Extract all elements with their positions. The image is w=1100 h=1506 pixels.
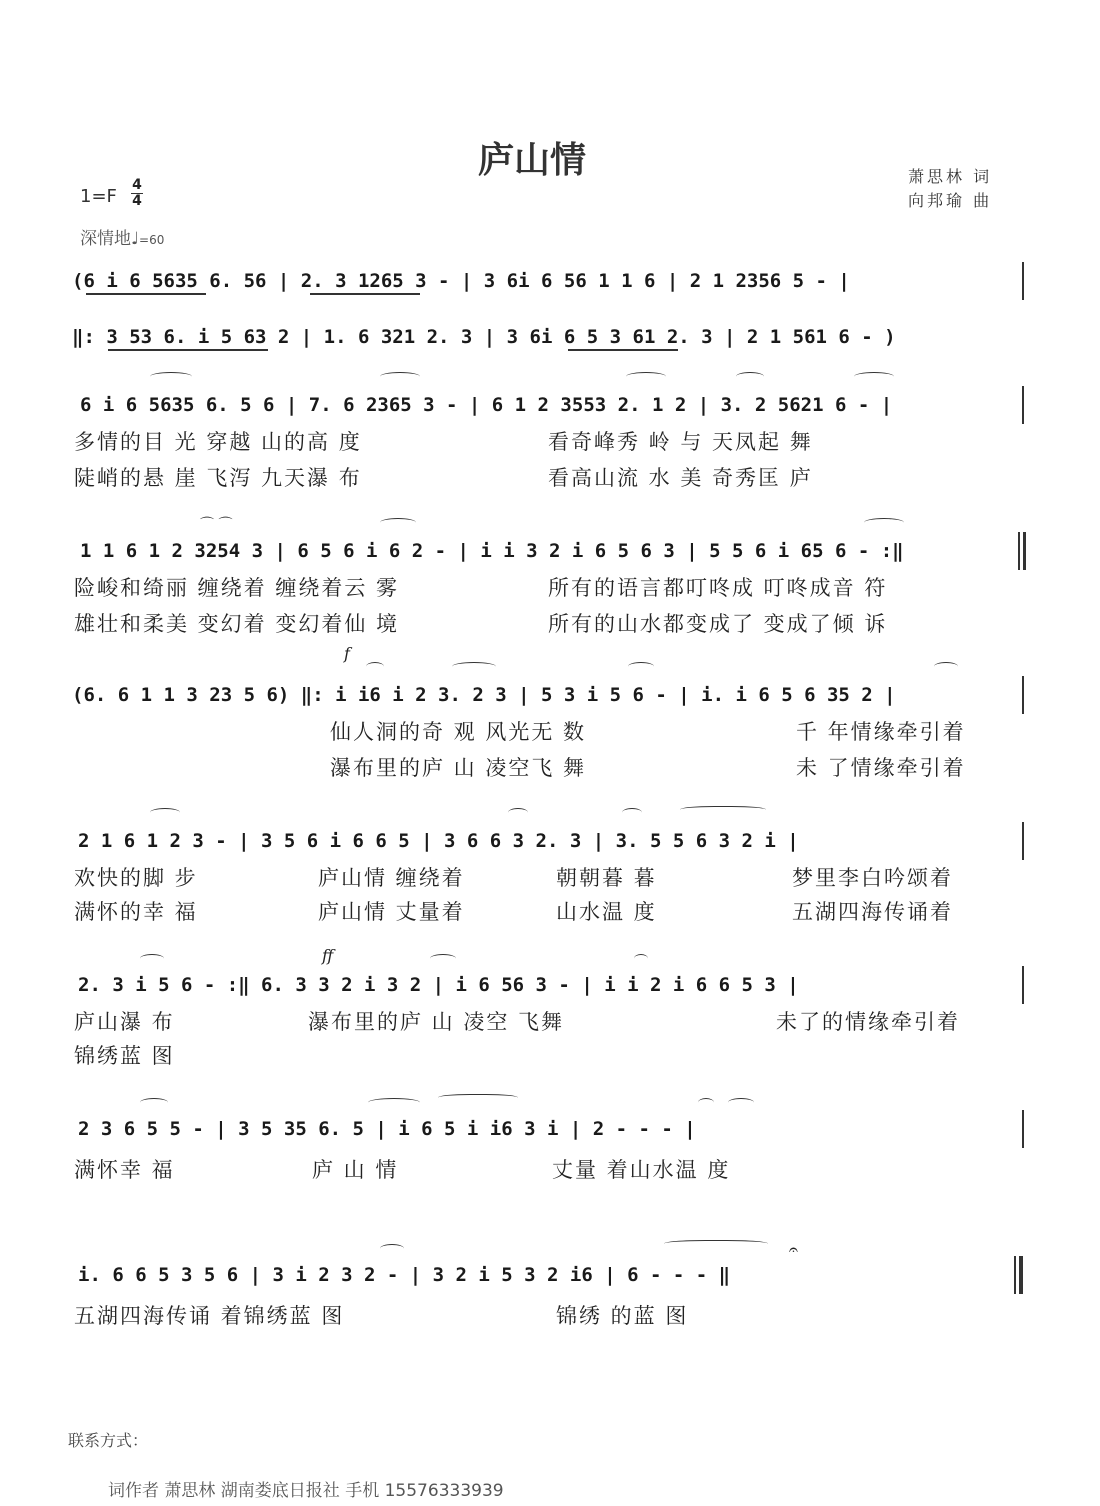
lyric-chorus-2a: 瀑布里的庐 山 凌空飞 舞: [330, 756, 587, 780]
slur: [854, 372, 894, 381]
time-signature-bottom: 4: [132, 193, 142, 209]
system-7-notes: 2. 3 i 5 6 - :‖ 6. 3 3 2 i 3 2 | i 6 56 3 - | i i 2 i 6 6 5 3 |: [78, 974, 799, 996]
lyric-verse-2a: 陡峭的悬 崖 飞泻 九天瀑 布: [74, 466, 362, 490]
contact-label: 联系方式：: [68, 1431, 149, 1450]
slur: [698, 1098, 714, 1107]
final-barline: [1014, 1256, 1016, 1294]
slur: [864, 518, 904, 527]
repeat-end-barline: [1018, 532, 1020, 570]
lyric-coda-1b: 瀑布里的庐 山 凌空 飞舞: [308, 1010, 565, 1034]
slur: [140, 1098, 168, 1107]
barline: [1022, 966, 1024, 1004]
slur: [140, 954, 164, 963]
system-2-notes: ‖: 3 53 6. i 5 63 2 | 1. 6 321 2. 3 | 3 6i 6 5 3 61 2. 3 | 2 1 561 6 - ): [72, 326, 896, 348]
system-1-notes: (6 i 6 5635 6. 56 | 2. 3 1265 3 - | 3 6i 6 56 1 1 6 | 2 1 2356 5 - |: [72, 270, 850, 292]
key-signature: 1=F: [80, 186, 117, 207]
slur: [438, 1094, 518, 1103]
slur: [934, 662, 958, 671]
system-5-notes: (6. 6 1 1 3 23 5 6) ‖: i i6 i 2 3. 2 3 | 5 3 i 5 6 - | i. i 6 5 6 35 2 |: [72, 684, 896, 706]
slur: [680, 806, 766, 815]
slur: [664, 1240, 768, 1249]
lyric-coda-3c: 丈量 着山水温 度: [552, 1158, 731, 1182]
lyric-coda-1c: 未了的情缘牵引着: [776, 1010, 960, 1034]
barline: [1022, 676, 1024, 714]
tempo-marking: [80, 224, 164, 249]
final-barline-thick: [1019, 1256, 1023, 1294]
lyric-verse-1b: 看奇峰秀 岭 与 天凤起 舞: [548, 430, 813, 454]
lyric-verse-2d: 所有的山水都变成了 变成了倾 诉: [548, 612, 888, 636]
lyric-verse-1c: 险峻和绮丽 缠绕着 缠绕着云 雾: [74, 576, 400, 600]
slur: [380, 1244, 404, 1253]
beam-line: [86, 293, 206, 295]
barline: [1022, 822, 1024, 860]
beam-line: [568, 349, 678, 351]
lyric-verse-1d: 所有的语言都叮咚成 叮咚成音 符: [548, 576, 888, 600]
slur: [736, 372, 764, 381]
fermata-marks: ⌒ ⌒: [200, 517, 233, 533]
lyric-coda-1a: 庐山瀑 布: [74, 1010, 175, 1034]
slur: [622, 808, 642, 817]
slur: [508, 808, 528, 817]
lyric-coda-4b: 锦绣 的蓝 图: [556, 1304, 689, 1328]
slur: [452, 662, 496, 671]
lyric-coda-3a: 满怀幸 福: [74, 1158, 175, 1182]
lyric-verse-1a: 多情的目 光 穿越 山的高 度: [74, 430, 362, 454]
composer-credit: 向邦瑜 曲: [908, 191, 993, 210]
dynamic-forte: f: [344, 644, 350, 663]
slur: [430, 954, 456, 963]
slur: [150, 372, 192, 381]
slur: [728, 1098, 754, 1107]
tempo-value: =60: [139, 233, 165, 247]
slur: [150, 808, 180, 817]
lyric-chorus-3a: 欢快的脚 步: [74, 866, 198, 890]
slur: [628, 662, 654, 671]
lyric-chorus-3b: 庐山情 缠绕着: [318, 866, 465, 890]
lyricist-credit: 萧思林 词: [908, 167, 993, 186]
lyric-coda-2a: 锦绣蓝 图: [74, 1044, 175, 1068]
lyric-chorus-1b: 千 年情缘牵引着: [796, 720, 966, 744]
fermata-icon: 𝄐: [789, 1240, 798, 1259]
slur: [634, 954, 648, 963]
barline: [1022, 262, 1024, 300]
time-signature-top: 4: [132, 177, 142, 193]
lyric-chorus-4d: 五湖四海传诵着: [792, 900, 953, 924]
lyric-coda-3b: 庐 山 情: [312, 1158, 399, 1182]
lyric-chorus-3d: 梦里李白吟颂着: [792, 866, 953, 890]
lyric-chorus-1a: 仙人洞的奇 观 风光无 数: [330, 720, 587, 744]
repeat-end-barline-thick: [1023, 532, 1026, 570]
system-3-notes: 6 i 6 5635 6. 5 6 | 7. 6 2365 3 - | 6 1 2 3553 2. 1 2 | 3. 2 5621 6 - |: [80, 394, 893, 416]
slur: [626, 372, 666, 381]
lyric-verse-2c: 雄壮和柔美 变幻着 变幻着仙 境: [74, 612, 400, 636]
system-9-notes: i. 6 6 5 3 5 6 | 3 i 2 3 2 - | 3 2 i 5 3 2 i6 | 6 - - - ‖: [78, 1264, 731, 1286]
time-signature: [130, 178, 144, 209]
tempo-expression: 深情地: [80, 229, 131, 249]
lyric-chorus-4c: 山水温 度: [556, 900, 657, 924]
slur: [368, 1098, 420, 1107]
contact-details: 词作者 萧思林 湖南娄底日报社 手机 15576333939: [108, 1481, 504, 1501]
system-8-notes: 2 3 6 5 5 - | 3 5 35 6. 5 | i 6 5 i i6 3 i | 2 - - - |: [78, 1118, 696, 1140]
barline: [1022, 1110, 1024, 1148]
lyric-coda-4a: 五湖四海传诵 着锦绣蓝 图: [74, 1304, 345, 1328]
slur: [380, 372, 420, 381]
system-6-notes: 2 1 6 1 2 3 - | 3 5 6 i 6 6 5 | 3 6 6 3 2. 3 | 3. 5 5 6 3 2 i |: [78, 830, 799, 852]
beam-line: [310, 293, 420, 295]
lyric-chorus-4a: 满怀的幸 福: [74, 900, 198, 924]
lyric-chorus-2b: 未 了情缘牵引着: [796, 756, 966, 780]
dynamic-fortissimo: ff: [322, 946, 334, 965]
lyric-chorus-4b: 庐山情 丈量着: [318, 900, 465, 924]
lyric-chorus-3c: 朝朝暮 暮: [556, 866, 657, 890]
page-title: 庐山情: [478, 139, 587, 181]
beam-line: [108, 349, 268, 351]
slur: [380, 518, 416, 527]
quarter-note-icon: ♩: [131, 229, 140, 249]
slur: [366, 662, 384, 671]
lyric-verse-2b: 看高山流 水 美 奇秀匡 庐: [548, 466, 813, 490]
barline: [1022, 386, 1024, 424]
system-4-notes: 1 1 6 1 2 3254 3 | 6 5 6 i 6 2 - | i i 3 2 i 6 5 6 3 | 5 5 6 i 65 6 - :‖: [80, 540, 904, 562]
